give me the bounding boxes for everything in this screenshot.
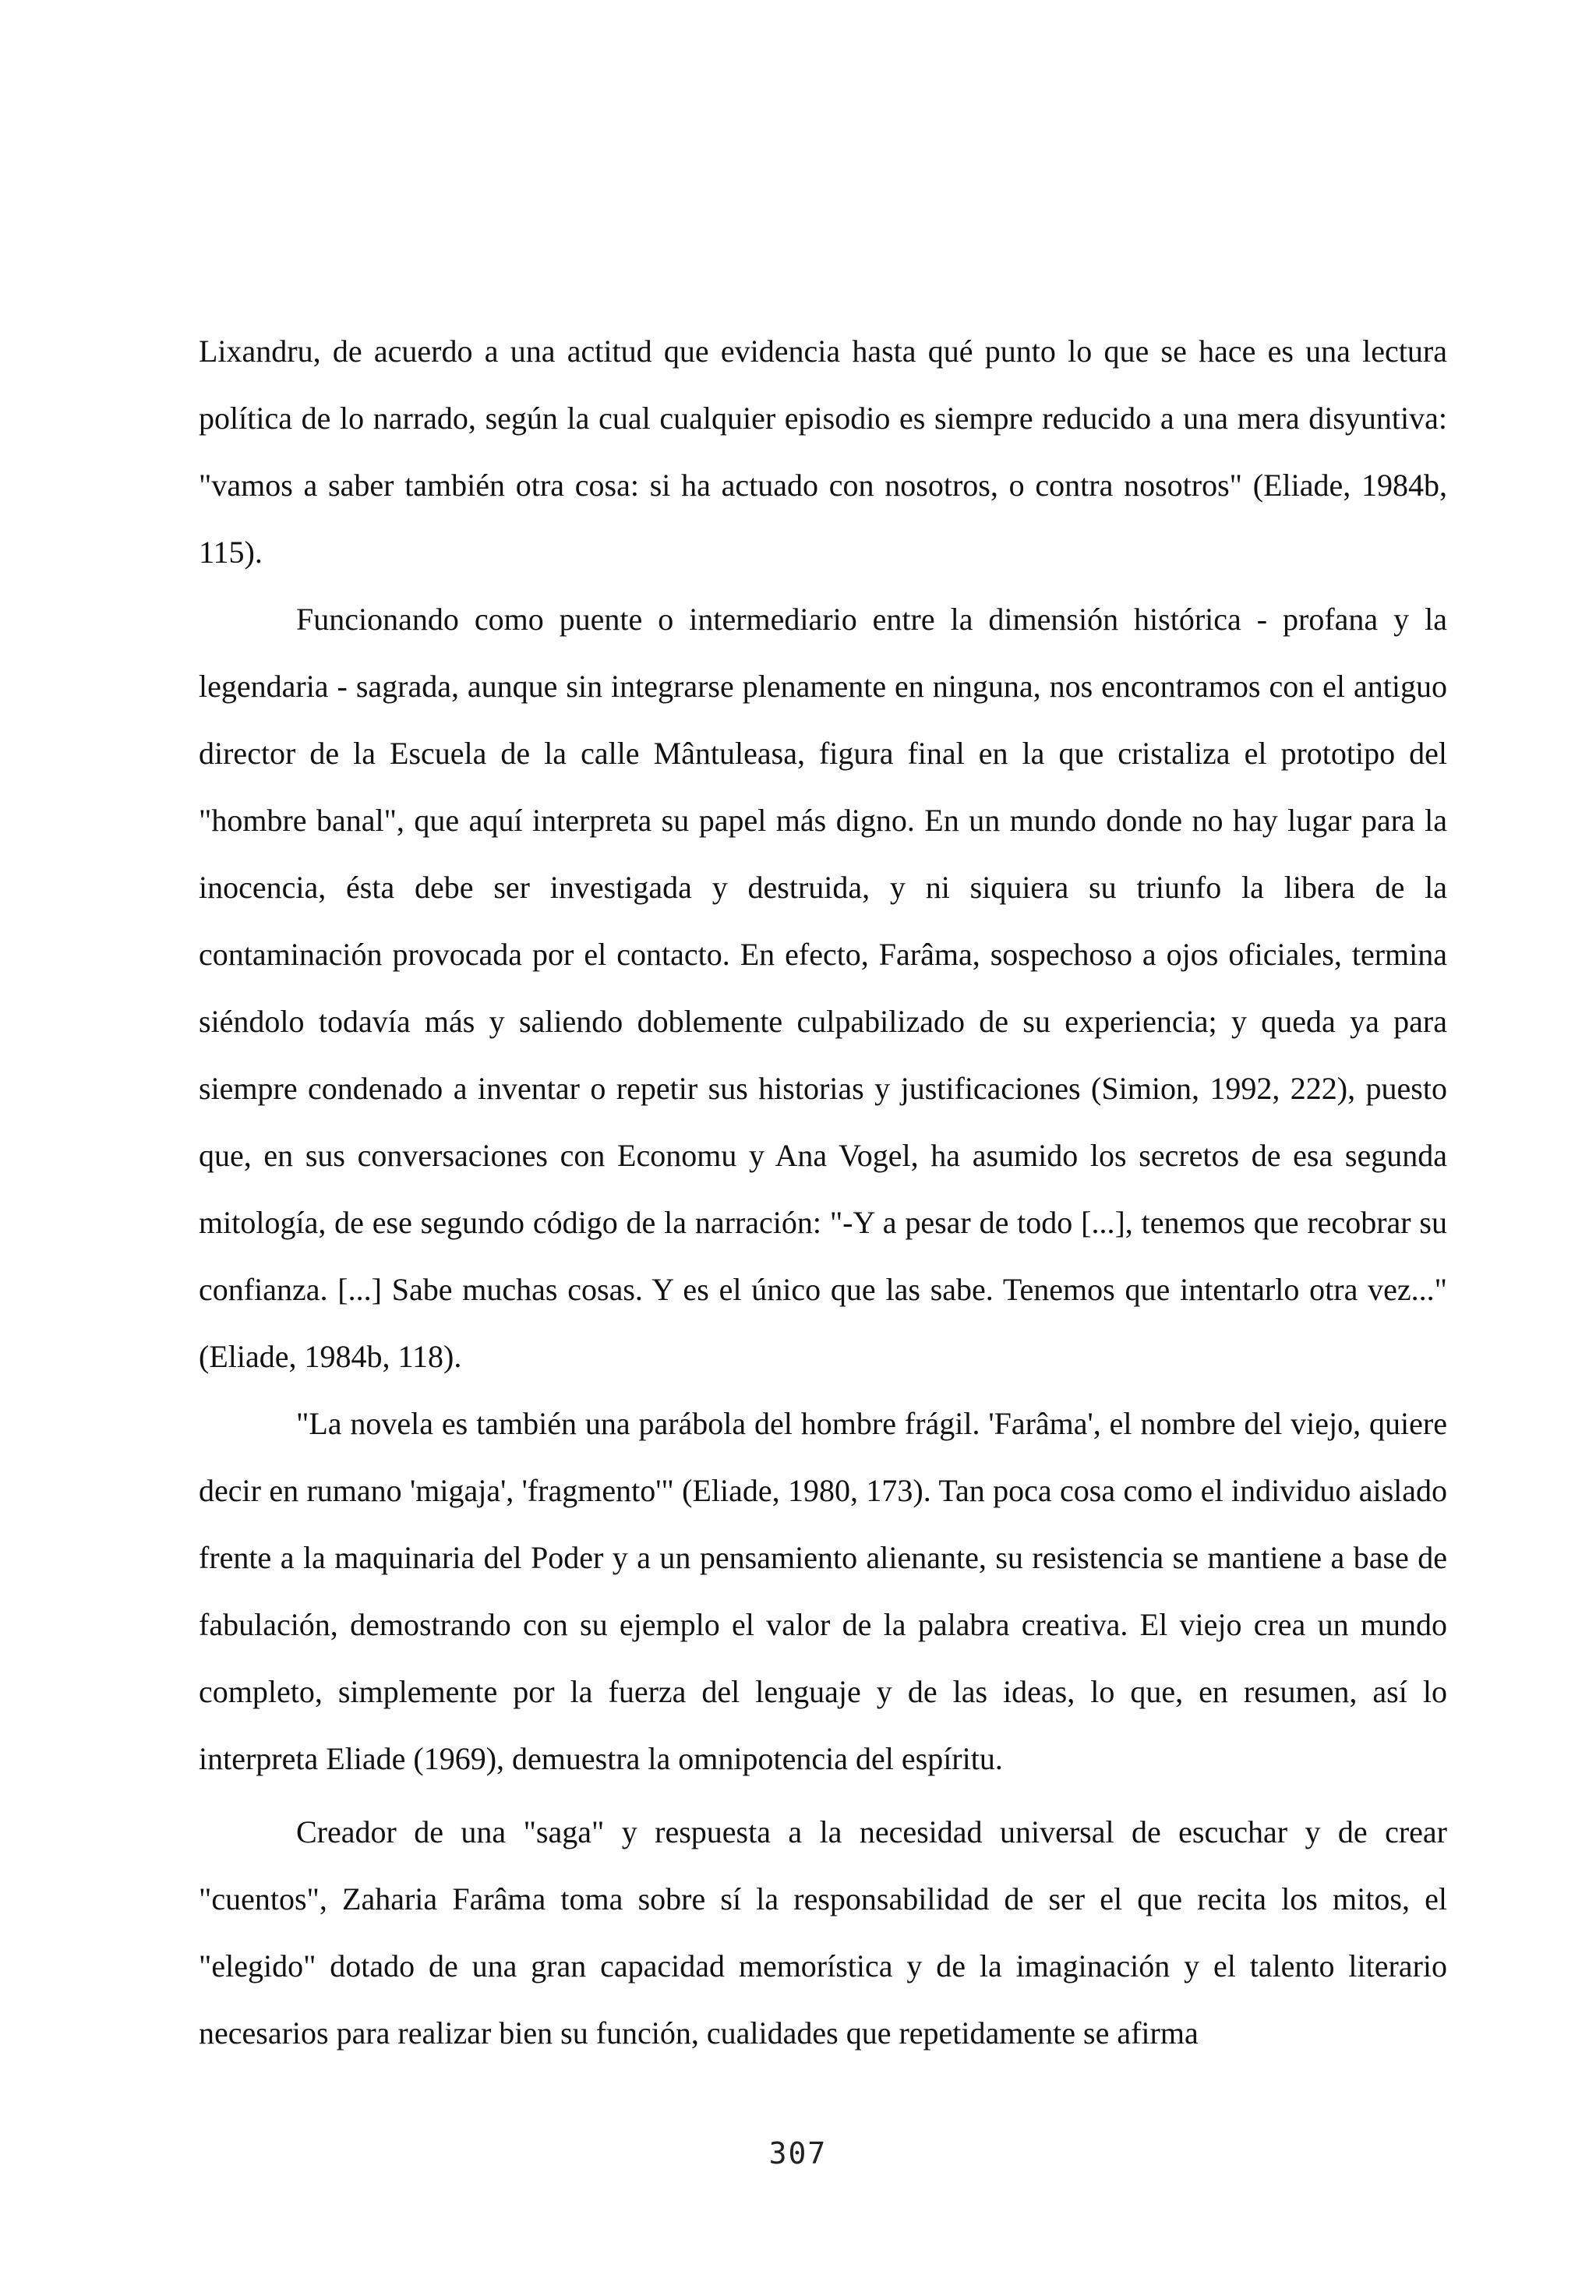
paragraph-3: "La novela es también una parábola del hombre frágil. 'Farâma', el nombre del viejo, quiere decir en rumano 'migaja', 'fragmento'" (Eliade, 1980, 173). Tan poca cosa como el individuo aislado frente a la maquinaria del Poder y a un pensamiento alienante, su resistencia se mantiene a base de fabulación, demostrando con su ejemplo el valor de la palabra creativa. El viejo crea un mundo completo, simplemente por la fuerza del lenguaje y de las ideas, lo que, en resumen, así lo interpreta Eliade (1969), demuestra la omnipotencia del espíritu.	[199, 1406, 1447, 1776]
paragraph-2: Funcionando como puente o intermediario entre la dimensión histórica - profana y la legendaria - sagrada, aunque sin integrarse plenamente en ninguna, nos encontramos con el antiguo director de la Escuela de la calle Mântuleasa, figura final en la que cristaliza el prototipo del "hombre banal", que aquí interpreta su papel más digno. En un mundo donde no hay lugar para la inocencia, ésta debe ser investigada y destruida, y ni siquiera su triunfo la libera de la contaminación provocada por el contacto. En efecto, Farâma, sospechoso a ojos oficiales, termina siéndolo todavía más y saliendo doblemente culpabilizado de su experiencia; y queda ya para siempre condenado a inventar o repetir sus historias y justificaciones (Simion, 1992, 222), puesto que, en sus conversaciones con Economu y Ana Vogel, ha asumido los secretos de esa segunda mitología, de ese segundo código de la narración: "-Y a pesar de todo [...], tenemos que recobrar su confianza. [...] Sabe muchas cosas. Y es el único que las sabe. Tenemos que intentarlo otra vez..." (Eliade, 1984b, 118).	[199, 602, 1447, 1374]
paragraph-4: Creador de una "saga" y respuesta a la necesidad universal de escuchar y de crear "cuentos", Zaharia Farâma toma sobre sí la responsabilidad de ser el que recita los mitos, el "elegido" dotado de una gran capacidad memorística y de la imaginación y el talento literario necesarios para realizar bien su función, cualidades que repetidamente se afirma	[199, 1814, 1447, 2051]
page-number: 307	[768, 2136, 828, 2171]
paragraph-1: Lixandru, de acuerdo a una actitud que evidencia hasta qué punto lo que se hace es una lectura política de lo narrado, según la cual cualquier episodio es siempre reducido a una mera disyuntiva: "vamos a saber también otra cosa: si ha actuado con nosotros, o contra nosotros" (Eliade, 1984b, 115).	[199, 334, 1447, 570]
body-text	[199, 318, 1447, 2067]
